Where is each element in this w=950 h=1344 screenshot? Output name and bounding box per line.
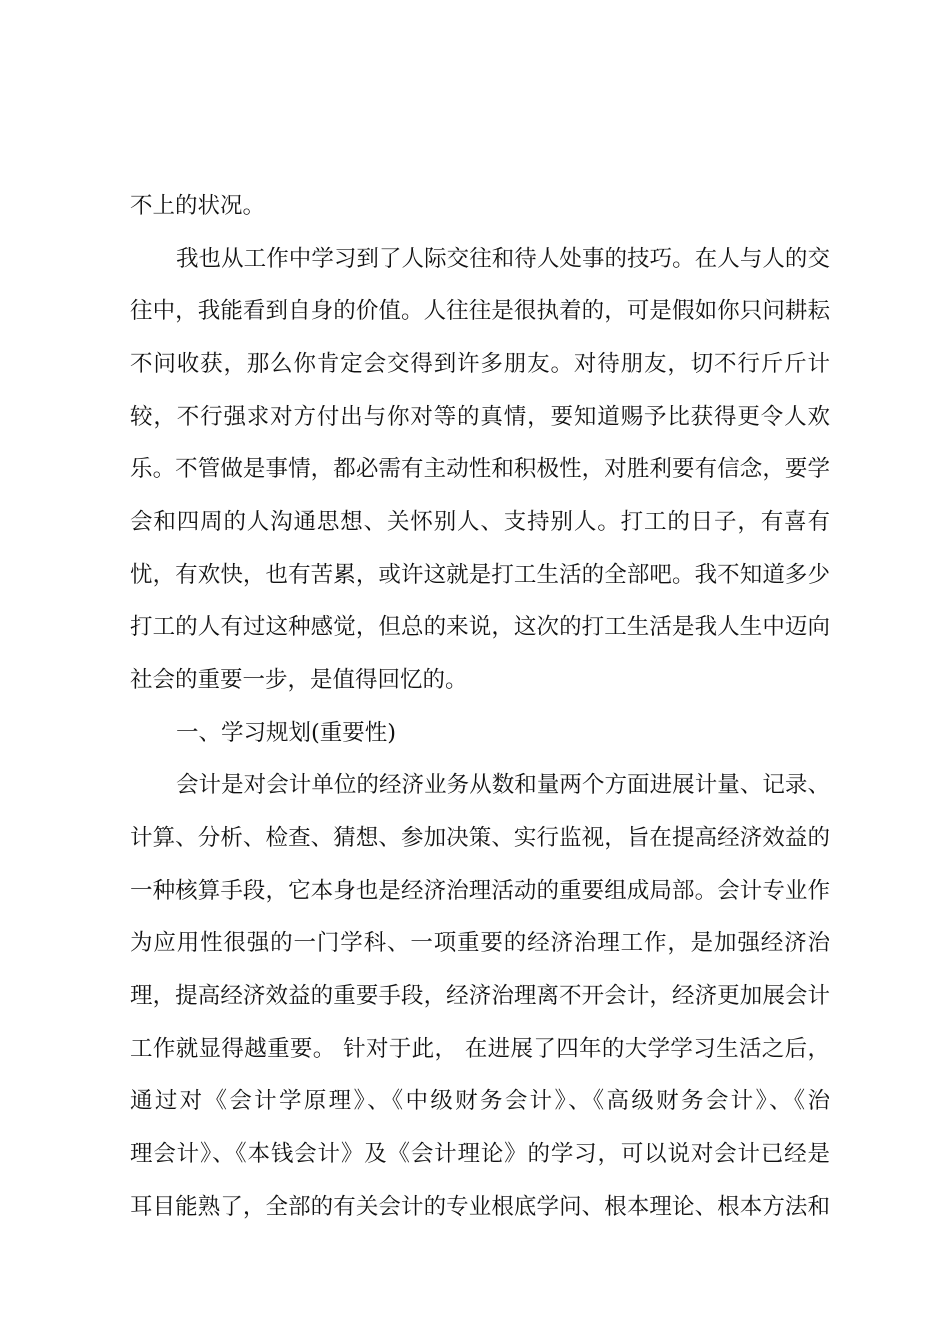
text-line: 社会的重要一步，是值得回忆的。 <box>130 667 468 693</box>
text-line: 一种核算手段，它本身也是经济治理活动的重要组成局部。会计专业作 <box>130 878 830 904</box>
text-line: 忧，有欢快，也有苦累，或许这就是打工生活的全部吧。我不知道多少 <box>130 562 830 588</box>
text-line: 打工的人有过这种感觉，但总的来说，这次的打工生活是我人生中迈向 <box>130 614 830 640</box>
text-line: 耳目能熟了，全部的有关会计的专业根底学问、根本理论、根本方法和 <box>130 1194 830 1220</box>
text-line: 理会计》、《本钱会计》及《会计理论》的学习，可以说对会计已经是 <box>130 1141 830 1167</box>
text-line: 工作就显得越重要。 针对于此， 在进展了四年的大学学习生活之后， <box>130 1036 830 1062</box>
text-line: 往中，我能看到自身的价值。人往往是很执着的，可是假如你只问耕耘 <box>130 298 830 324</box>
section-heading: 一、学习规划(重要性) <box>176 720 397 746</box>
text-line: 为应用性很强的一门学科、一项重要的经济治理工作，是加强经济治 <box>130 930 830 956</box>
text-line: 不问收获，那么你肯定会交得到许多朋友。对待朋友，切不行斤斤计 <box>130 351 830 377</box>
paragraph-first-line: 会计是对会计单位的经济业务从数和量两个方面进展计量、记录、 <box>176 772 830 798</box>
text-line: 理，提高经济效益的重要手段，经济治理离不开会计，经济更加展会计 <box>130 983 830 1009</box>
text-line: 较，不行强求对方付出与你对等的真情，要知道赐予比获得更令人欢 <box>130 404 830 430</box>
text-line: 会和四周的人沟通思想、关怀别人、支持别人。打工的日子，有喜有 <box>130 509 830 535</box>
text-line: 计算、分析、检查、猜想、参加决策、实行监视，旨在提高经济效益的 <box>130 825 830 851</box>
text-line: 通过对《会计学原理》、《中级财务会计》、《高级财务会计》、《治 <box>130 1088 830 1114</box>
text-line: 乐。不管做是事情，都必需有主动性和积极性，对胜利要有信念，要学 <box>130 456 830 482</box>
paragraph-first-line: 我也从工作中学习到了人际交往和待人处事的技巧。在人与人的交 <box>176 246 830 272</box>
text-line: 不上的状况。 <box>130 193 266 219</box>
